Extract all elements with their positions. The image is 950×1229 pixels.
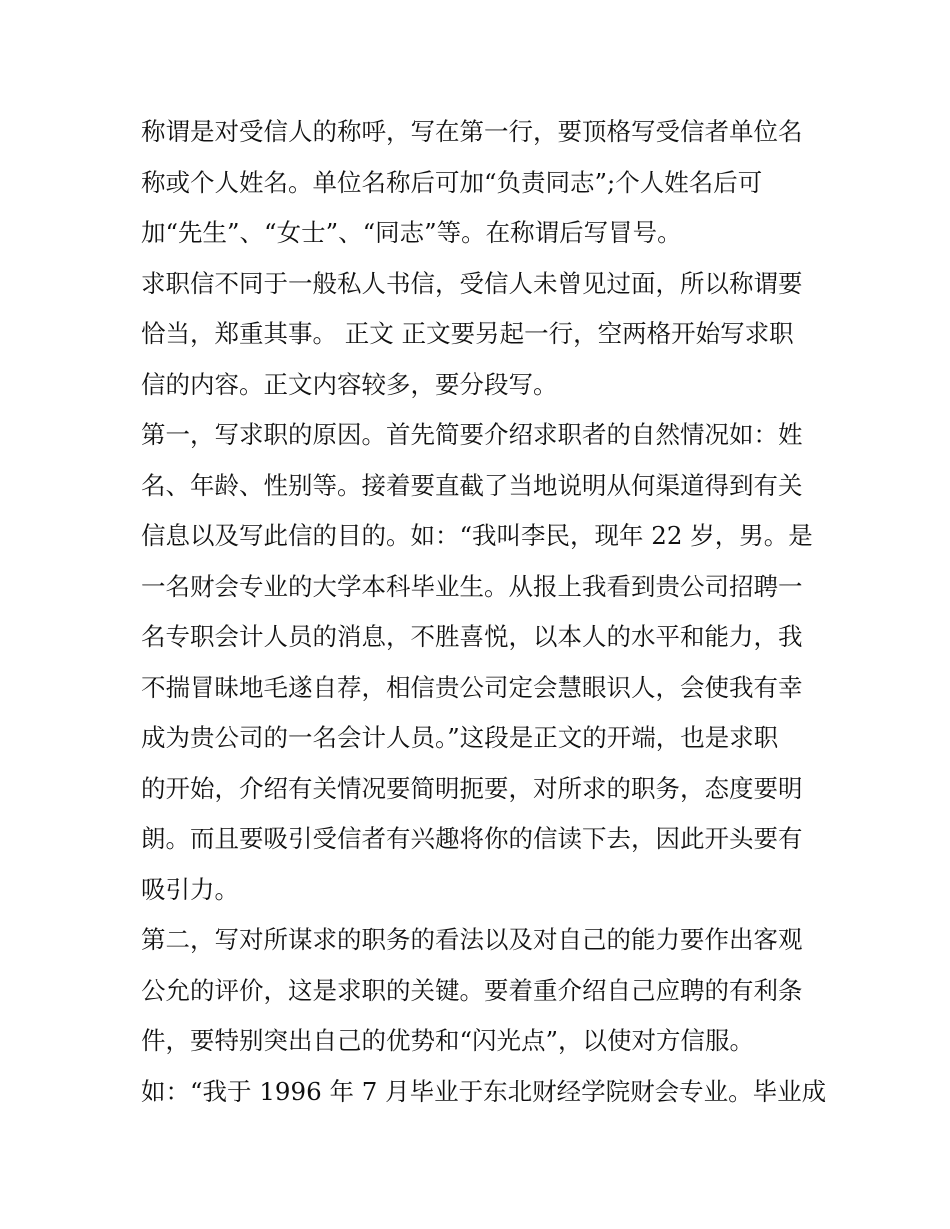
text-line: 吸引力。 (141, 874, 239, 904)
text-line: 恰当，郑重其事。 正文 正文要另起一行，空两格开始写求职 (141, 319, 794, 348)
document-body (141, 107, 827, 1117)
text-line: 信息以及写此信的目的。如：“我叫李民，现年 22 岁，男。是 (141, 521, 813, 550)
text-line: 第二，写对所谋求的职务的看法以及对自己的能力要作出客观 (141, 925, 803, 954)
text-line: 件，要特别突出自己的优势和“闪光点”，以使对方信服。 (141, 1026, 755, 1055)
text-line: 称或个人姓名。单位名称后可加“负责同志”;个人姓名后可 (141, 167, 763, 197)
text-line: 公允的评价，这是求职的关键。要着重介绍自己应聘的有利条 (141, 975, 803, 1005)
text-line: 的开始，介绍有关情况要简明扼要，对所求的职务，态度要明 (141, 773, 803, 803)
text-line: 不揣冒昧地毛遂自荐，相信贵公司定会慧眼识人，会使我有幸 (141, 672, 803, 702)
text-line: 求职信不同于一般私人书信，受信人未曾见过面，所以称谓要 (141, 268, 803, 298)
text-line: 第一，写求职的原因。首先简要介绍求职者的自然情况如：姓 (141, 420, 803, 449)
text-line: 信的内容。正文内容较多，要分段写。 (141, 369, 558, 399)
text-line: 加“先生”、“女士”、“同志”等。在称谓后写冒号。 (141, 218, 682, 247)
text-line: 称谓是对受信人的称呼，写在第一行，要顶格写受信者单位名 (141, 117, 803, 146)
text-line: 名专职会计人员的消息，不胜喜悦，以本人的水平和能力，我 (141, 622, 803, 651)
text-line: 名、年龄、性别等。接着要直截了当地说明从何渠道得到有关 (141, 470, 803, 500)
text-line: 如：“我于 1996 年 7 月毕业于东北财经学院财会专业。毕业成 (141, 1076, 827, 1106)
text-line: 一名财会专业的大学本科毕业生。从报上我看到贵公司招聘一 (141, 571, 803, 601)
text-line: 成为贵公司的一名会计人员。”这段是正文的开端，也是求职 (141, 723, 779, 752)
text-line: 朗。而且要吸引受信者有兴趣将你的信读下去，因此开头要有 (141, 824, 803, 853)
